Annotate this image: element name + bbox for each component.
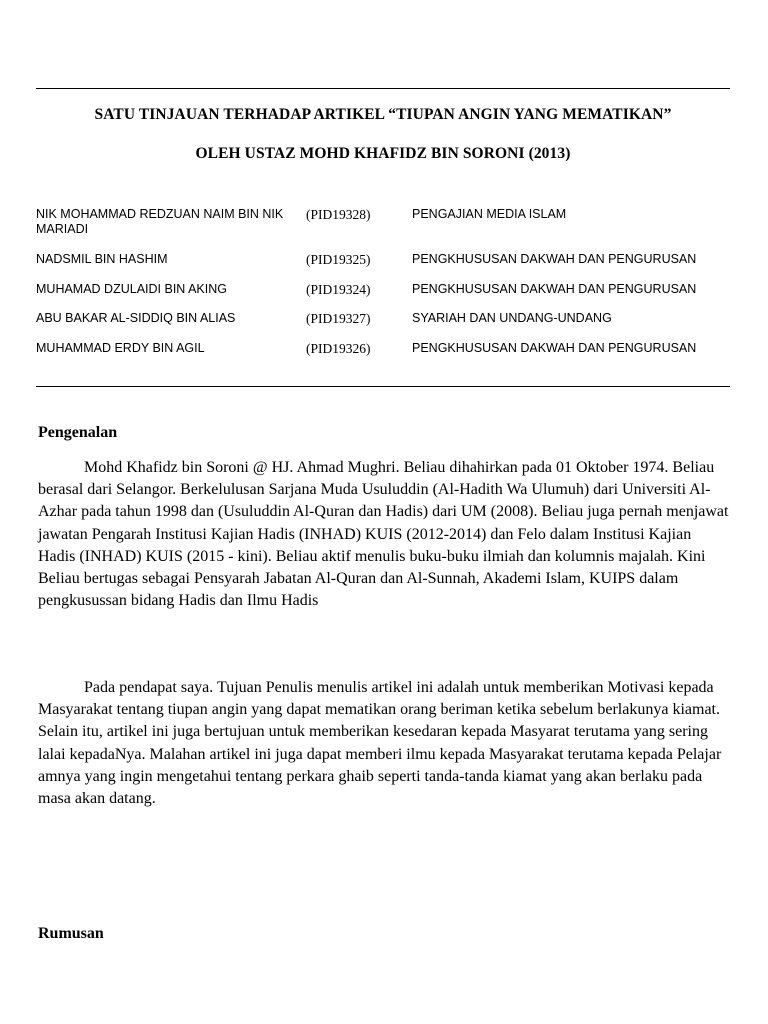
document-title: SATU TINJAUAN TERHADAP ARTIKEL “TIUPAN ANGIN YANG MEMATIKAN” — [94, 106, 672, 123]
member-id: (PID19328) — [306, 207, 371, 222]
member-name: NADSMIL BIN HASHIM — [36, 252, 168, 266]
member-id: (PID19326) — [306, 341, 371, 356]
member-program: SYARIAH DAN UNDANG-UNDANG — [412, 311, 612, 325]
member-id: (PID19324) — [306, 282, 371, 297]
member-name: ABU BAKAR AL-SIDDIQ BIN ALIAS — [36, 311, 236, 325]
document-subtitle: OLEH USTAZ MOHD KHAFIDZ BIN SORONI (2013) — [195, 145, 571, 162]
member-program: PENGKHUSUSAN DAKWAH DAN PENGURUSAN — [412, 252, 697, 266]
member-id: (PID19325) — [306, 252, 371, 267]
member-name: NIK MOHAMMAD REDZUAN NAIM BIN NIK MARIADI — [36, 207, 284, 236]
member-program: PENGKHUSUSAN DAKWAH DAN PENGURUSAN — [412, 282, 697, 296]
member-program: PENGAJIAN MEDIA ISLAM — [412, 207, 567, 221]
member-name: MUHAMMAD ERDY BIN AGIL — [36, 341, 205, 355]
opinion-paragraph: Pada pendapat saya. Tujuan Penulis menulis artikel ini adalah untuk memberikan Motivasi kepada Masyarakat tentang tiupan angin yang dapat mematikan orang beriman ketika sebelum berlakunya kiamat. Selain itu, artikel ini juga bertujuan untuk memberikan kesedaran kepada Masyarat terutama yang sering lalai kepadaNya. Malahan artikel ini juga dapat memberi ilmu kepada Masyarakat terutama kepada Pelajar amnya yang ingin mengetahui tentang perkara ghaib seperti tanda-tanda kiamat yang akan berlaku pada masa akan datang. — [38, 679, 722, 808]
bottom-divider — [36, 386, 730, 387]
intro-heading: Pengenalan — [38, 424, 118, 441]
intro-paragraph: Mohd Khafidz bin Soroni @ HJ. Ahmad Mughri. Beliau dihahirkan pada 01 Oktober 1974. Beliau berasal dari Selangor. Berkelulusan Sarjana Muda Usuluddin (Al-Hadith Wa Ulumuh) dari Universiti Al-Azhar pada tahun 1998 dan (Usuluddin Al-Quran dan Hadis) dari UM (2008). Beliau juga pernah menjawat jawatan Pengarah Institusi Kajian Hadis (INHAD) KUIS (2012-2014) dan Felo dalam Institusi Kajian Hadis (INHAD) KUIS (2015 - kini). Beliau aktif menulis buku-buku ilmiah dan kolumnis majalah. Kini Beliau bertugas sebagai Pensyarah Jabatan Al-Quran dan Al-Sunnah, Akademi Islam, KUIPS dalam pengkusussan bidang Hadis dan Ilmu Hadis — [38, 459, 729, 610]
top-divider — [36, 88, 730, 89]
member-name: MUHAMAD DZULAIDI BIN AKING — [36, 282, 227, 296]
member-program: PENGKHUSUSAN DAKWAH DAN PENGURUSAN — [412, 341, 697, 355]
member-id: (PID19327) — [306, 311, 371, 326]
rumusan-heading: Rumusan — [38, 925, 104, 942]
